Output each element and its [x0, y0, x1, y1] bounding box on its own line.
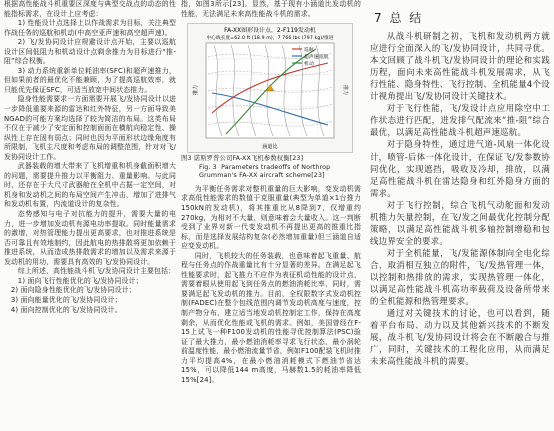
paragraph: 从战斗机研制之初，飞机和发动机两方就应进行全面深入的飞/发协同设计，共同寻优。本文回顾了战斗机飞/发协同设计的理论和实践历程，面向未来高性能战斗机发展需求，从飞行性能、隐身特性、飞行控制、全机能量4个设计视角提出飞/发协同设计关键技术。: [370, 31, 550, 102]
right-paragraphs: [370, 30, 550, 367]
paragraph: 4) 面向控制优化的飞/发协同设计。: [10, 305, 122, 314]
middle-paragraphs: [181, 185, 361, 385]
figure-title: FA-XX图形设计点，2-F119发动机: [224, 28, 316, 35]
paragraph: 同时，飞机较大的任务装载，也意味着起飞重量、航程与任务点的作战重量比有十分显著的差异。在满足起飞性能要求时，起飞推力不应作为表征机动性能的设计点，需要着眼从使用起飞到任务点的燃油消耗比率，同时，需要满足起飞发动机的推力。目前，全权限数字式发动机控制(FADEC)在整个包线范围内调节发动机高度与速度，控制产物分布，建立适当地发动机控制定工作，保持在高度剩余，从而优化性能或飞机的需求。例如，美国曾经在F-15上试飞一种F100发动机的性能寻优控制算法(PSC)验证了最大推力，最小燃油消耗率寻求飞行状态，最小涡轮前温度性能，最小燃油流量节省，例如F100配装飞机时推力平均提高4%，在最小燃油消耗模式下燃油节省达15%，可以降低144 m高度，马赫数1.5的耗油率降低15%[24]。: [181, 251, 361, 384]
figure-caption: [181, 155, 361, 181]
figure-3: [187, 23, 353, 153]
left-column: [4, 0, 176, 315]
figure-subtitle: 中心线长度=62.0 ft (18.9 m)，7 766 lbs (797 kg)/推进: [206, 36, 334, 42]
paragraph: 为平衡任务需求对整机重量的巨大影响，变发动机需求高低性能需求的数值于克服重量(典型为单道×1台推力150kN的发动机)，将其推重比从8降到7，仅增重约270kg，为相对不大量，则意味着会大量收入。这一判断受到了业界对新一代变发动机不再提出更高的推重比指标，而是选择发展结构复杂(必然增加重量)但三涵道自适应变发动机。: [181, 184, 361, 251]
legend-label: 超声速巡航: [304, 54, 329, 60]
figure-caption-label: Fig. 3: [199, 163, 217, 171]
paragraph: 对于全机能量，飞/发能源体制向全电化综合，取消相互独立的附件，飞/发热管理一体，以控制和热排放的需求，实现热管理一体化，以满足高性能战斗机高功率载荷及设备所带来的全机能源和热管理要求。: [370, 247, 550, 307]
figure-x-axis-label: 涵道比: [262, 144, 278, 151]
right-column: [370, 0, 550, 367]
figure-3-chart: [188, 24, 352, 152]
paragraph: 3) 面向能量优化的飞/发协同设计；: [10, 295, 122, 304]
legend-label: 巡航: [304, 47, 314, 53]
section-title: 7 总 结: [374, 11, 424, 25]
paragraph: 对于飞行控制，综合飞机气动舵面和发动机推力矢量控制，在飞/发之间最优化控制分配策略，以满足高性能战斗机多轴控制增稳和包线边界安全的要求。: [370, 199, 550, 246]
paragraph: 对于飞行性能，飞/发设计点应用除空中工作状态进行匹配，进发排气配流来“推-阻”综合最优，以满足高性能战斗机超声速巡航。: [370, 103, 550, 138]
paragraph: 对于隐身特性，通过进气道-风扇一体化设计，喷管-后体一体化设计，在保证飞/发参数协同优化，实现遮挡，吸收及冷却，排放，以满足高性能战斗机在雷达隐身和红外隐身方面的需求。: [370, 139, 550, 198]
figure-right-axis-label: 推力: [342, 84, 348, 96]
middle-top-text: 指，如图3所示[23]。显然，基于现有小涵道比发动机的性能，无法满足未来高性能战斗机的需求。: [181, 0, 361, 18]
middle-column: [181, 0, 361, 385]
paragraph: 3) 动力系统重新单位耗油率(SFC)和超声速推力，但如果前者的最优化不能兼顾，为了提高巡航效率，就只能优先保证SFC，可适当放宽中间状态推力。: [4, 66, 176, 94]
paragraph: 态势感知与电子对抗能力的提升，需要大量的电力，进一步增加发动机有源电功率提取。同时能量需求的激增，对热管理能力提出更高要求，也对推进系统是否可靠且有效地制约，因此航电的热排散将更加依赖于推进系统，从而造成热排散需求的增加以及需求来源于发动机的用功，需要具有高效的飞/发协同设计。: [4, 210, 176, 266]
figure-left-axis-label: 推力: [193, 84, 199, 96]
paragraph: 1) 面向飞行性能优化的飞/发协同设计；: [17, 276, 143, 285]
paragraph: 根据高性能战斗机重要区深度与典型交战点的动态的性能指标需求，在设计上应考虑：: [4, 0, 176, 18]
paragraph: 综上所述，高性能战斗机飞/发协同设计主要包括：: [17, 267, 176, 276]
legend-label: 机动: [304, 61, 314, 67]
paragraph: 2) 面向隐身性能优化的飞/发协同设计；: [10, 286, 136, 295]
figure-caption-zh: 图3 诺斯罗普公司FA-XX飞机参数权衡[23]: [181, 155, 304, 163]
paragraph: 武器装载的增大带来了飞机增重和机身截面积增大的问题，需要提升推力以平衡阻力、重量影响。与此同时，还存在于大尺寸武器舱在全机中占据一定空间，对机身和发动机之间的布局空间产生冲击，增加了进排气和发动机布置，内流道设计的复杂性。: [4, 162, 176, 209]
paragraph: 1) 性能设计点选择上以作战需求为目标，关注典型作战任务的巡航和机动(中高空亚声速和高空超声速)。: [4, 19, 176, 37]
figure-caption-en: [181, 164, 361, 181]
paragraph: 通过对关键技术的讨论，也可以看到，随着平台布局、动力以及其他新兴技术的不断发展，战斗机飞/发协同设计将会在不断融合与推广，同时，关键技术的工程化应用，从而满足未来高性能战斗机的需要。: [370, 308, 550, 367]
paragraph: 2) 飞/发协同设计应规避设计点开始，主要以巡航设计区间低阻力和机动设计点剩余推力为目标进行“推-阻”综合权衡。: [4, 38, 176, 66]
paragraph: 隐身性能需要求一方面需要开展飞/发协同设计以进一步降低重要来源的雷达和红外特征，另一方面导致美NGAD的可能方案均选择了较为简洁的布局。这类布局不仅在于减少了安定面和控制面面在横航向稳定性、操纵性上存在固有弱点；同时也因为平面形状边缘角度有所限制，飞机主尺度和考虑布局的调整范围，针对对飞/发协同设计工作。: [4, 95, 176, 161]
figure-caption-en-text: Parameters tradeoffs of Northrop Grumman's FA-XX aircraft scheme[23]: [199, 163, 331, 180]
